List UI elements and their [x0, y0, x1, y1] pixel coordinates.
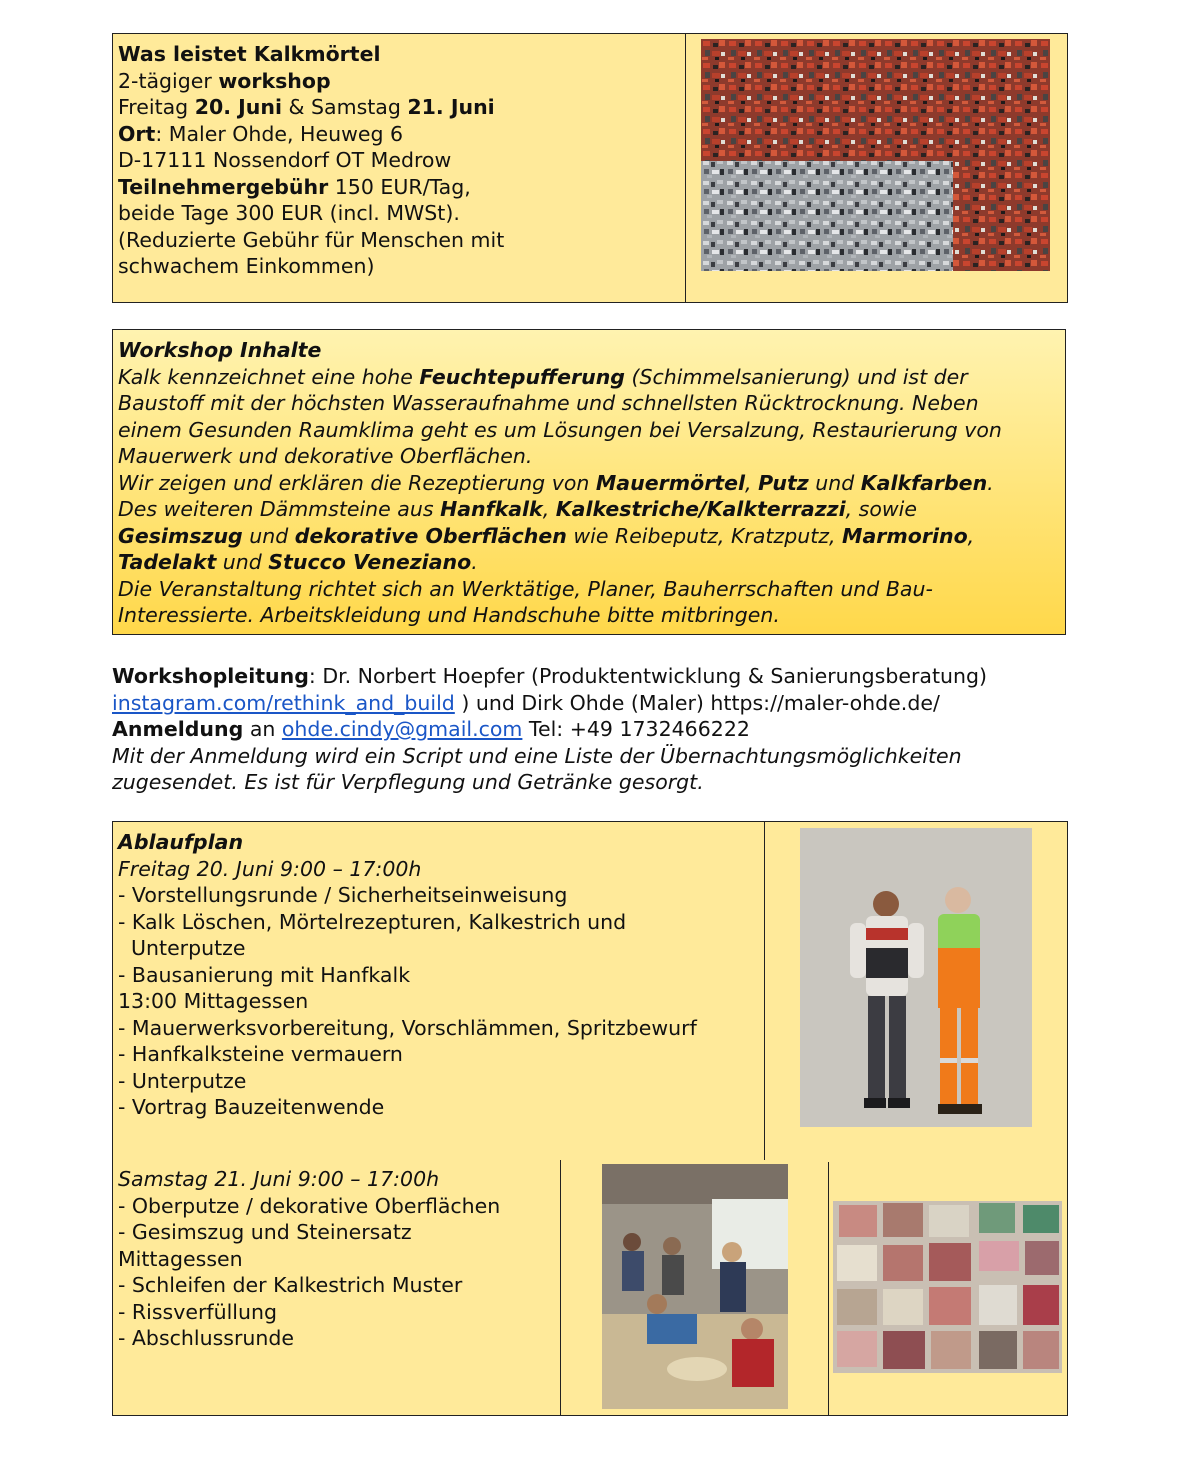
friday-item: Unterputze	[118, 936, 246, 960]
content-line-8b: und	[216, 550, 269, 574]
content-line-7b: und	[242, 523, 295, 548]
schedule-divider-top	[764, 822, 765, 1160]
info-workshop-bold: workshop	[218, 68, 331, 93]
friday-schedule	[118, 829, 697, 1121]
content-line-6a: Des weiteren Dämmsteine aus	[118, 497, 441, 521]
schedule-divider-left	[560, 1160, 561, 1415]
lead-section	[112, 663, 987, 796]
registration-note-1: Mit der Anmeldung wird ein Script und eine Liste der Übernachtungsmöglichkeiten	[112, 743, 962, 768]
info-date-friday: 20. Juni	[194, 95, 283, 119]
content-line-4: Mauerwerk und dekorative Oberflächen.	[118, 444, 533, 468]
content-line-7f: ,	[967, 523, 975, 548]
info-reduced-line-1: (Reduzierte Gebühr für Menschen mit	[118, 227, 505, 252]
content-line-6b: Hanfkalk	[440, 497, 543, 521]
saturday-item: - Oberputze / dekorative Oberflächen	[118, 1193, 501, 1218]
friday-item: - Kalk Löschen, Mörtelrezepturen, Kalkestrich und	[118, 909, 627, 934]
content-line-5d: Putz	[758, 470, 809, 495]
info-reduced-line-2: schwachem Einkommen)	[118, 254, 375, 278]
info-ort-label: Ort	[118, 121, 156, 146]
friday-heading: Freitag 20. Juni 9:00 – 17:00h	[118, 856, 422, 881]
content-line-8d: .	[471, 550, 478, 574]
registration-label: Anmeldung	[112, 717, 244, 741]
info-date-saturday: 21. Juni	[407, 95, 495, 119]
workshop-leaders-photo	[800, 828, 1032, 1127]
content-line-1b: Feuchtepufferung	[419, 364, 625, 389]
instagram-link[interactable]: instagram.com/rethink_and_build	[112, 690, 455, 715]
content-line-5g: .	[987, 470, 994, 495]
schedule-box	[112, 821, 1068, 1416]
info-workshop-text: 2-tägiger	[118, 68, 219, 93]
content-text	[118, 337, 1002, 629]
content-line-5a: Wir zeigen und erklären die Rezeptierung von	[118, 470, 596, 495]
info-title: Was leistet Kalkmörtel	[118, 42, 381, 66]
registration-tel: Tel: +49 1732466222	[522, 717, 750, 741]
content-line-8a: Tadelakt	[118, 550, 217, 574]
content-line-1c: (Schimmelsanierung) und ist der	[624, 364, 968, 389]
saturday-schedule	[118, 1166, 500, 1352]
email-link[interactable]: ohde.cindy@gmail.com	[281, 717, 523, 741]
lead-line-2: ) und Dirk Ohde (Maler) https://maler-ohde.de/	[454, 690, 940, 715]
content-title: Workshop Inhalte	[118, 338, 322, 362]
saturday-item: - Abschlussrunde	[118, 1326, 294, 1350]
registration-note-2: zugesendet. Es ist für Verpflegung und Getränke gesorgt.	[112, 770, 704, 794]
content-line-6e: , sowie	[845, 497, 917, 521]
info-fee-value: 150 EUR/Tag,	[328, 174, 471, 199]
content-line-9: Die Veranstaltung richtet sich an Werktätige, Planer, Bauherrschaften und Bau-	[118, 576, 933, 601]
group-workshop-photo	[602, 1164, 788, 1409]
info-fee-label: Teilnehmergebühr	[118, 174, 329, 199]
friday-item: 13:00 Mittagessen	[118, 989, 309, 1013]
content-line-5e: und	[808, 470, 861, 495]
content-line-6d: Kalkestriche/Kalkterrazzi	[555, 497, 846, 521]
content-line-5c: ,	[745, 470, 759, 495]
content-line-7c: dekorative Oberflächen	[294, 523, 567, 548]
schedule-divider-right	[828, 1162, 829, 1415]
friday-item: - Unterputze	[118, 1068, 247, 1093]
content-line-7a: Gesimszug	[118, 523, 243, 548]
info-date-friday-label: Freitag	[118, 95, 195, 119]
registration-an: an	[243, 717, 282, 741]
friday-item: - Hanfkalksteine vermauern	[118, 1042, 403, 1066]
schedule-title: Ablaufplan	[118, 830, 244, 854]
content-line-7e: Marmorino	[842, 523, 968, 548]
saturday-item: - Schleifen der Kalkestrich Muster	[118, 1273, 463, 1297]
content-line-3: einem Gesunden Raumklima geht es um Lösungen bei Versalzung, Restaurierung von	[118, 417, 1002, 442]
content-line-6c: ,	[542, 497, 556, 521]
info-box	[112, 33, 1068, 303]
info-date-and: & Samstag	[282, 95, 408, 119]
saturday-heading: Samstag 21. Juni 9:00 – 17:00h	[118, 1167, 440, 1191]
content-box	[112, 329, 1066, 635]
lead-label: Workshopleitung	[112, 664, 309, 688]
saturday-item: - Gesimszug und Steinersatz	[118, 1220, 412, 1244]
friday-item: - Mauerwerksvorbereitung, Vorschlämmen, Spritzbewurf	[118, 1015, 697, 1040]
sample-tiles-photo	[833, 1201, 1062, 1373]
saturday-item: Mittagessen	[118, 1246, 243, 1271]
info-ort-value: : Maler Ohde, Heuweg 6	[155, 121, 404, 146]
lead-line-1: : Dr. Norbert Hoepfer (Produktentwicklung & Sanierungsberatung)	[308, 664, 987, 688]
content-line-10: Interessierte. Arbeitskleidung und Handschuhe bitte mitbringen.	[118, 603, 780, 627]
saturday-item: - Rissverfüllung	[118, 1299, 277, 1324]
info-divider	[685, 34, 686, 302]
content-line-2: Baustoff mit der höchsten Wasseraufnahme und schnellsten Rücktrocknung. Neben	[118, 391, 979, 415]
content-line-5f: Kalkfarben	[860, 470, 988, 495]
friday-item: - Vorstellungsrunde / Sicherheitseinweisung	[118, 883, 568, 907]
info-address: D-17111 Nossendorf OT Medrow	[118, 148, 452, 172]
friday-item: - Bausanierung mit Hanfkalk	[118, 962, 411, 987]
content-line-5b: Mauermörtel	[595, 470, 746, 495]
info-text	[118, 41, 504, 280]
content-line-1a: Kalk kennzeichnet eine hohe	[118, 364, 420, 389]
content-line-7d: wie Reibeputz, Kratzputz,	[566, 523, 843, 548]
info-fee-both: beide Tage 300 EUR (incl. MWSt).	[118, 201, 460, 225]
content-line-8c: Stucco Veneziano	[268, 550, 472, 574]
friday-item: - Vortrag Bauzeitenwende	[118, 1095, 385, 1119]
terrazzo-photo	[701, 39, 1050, 271]
